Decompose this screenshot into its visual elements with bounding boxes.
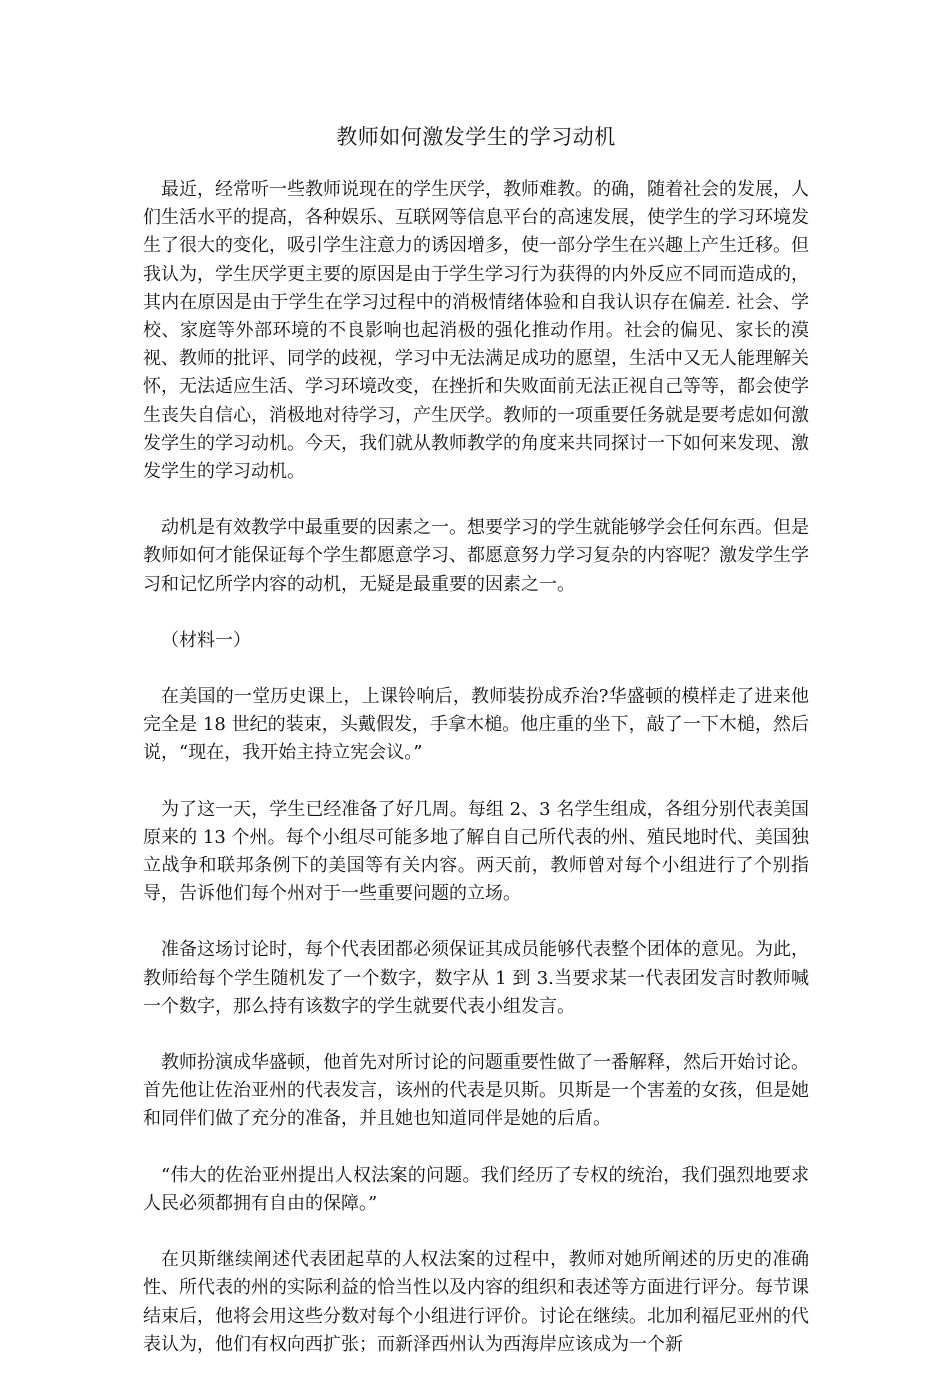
paragraph-delegation: 准备这场讨论时，每个代表团都必须保证其成员能够代表整个团体的意见。为此，教师给每个学生随机发了一个数字，数字从 1 到 3.当要求某一代表团发言时教师喊一个数字，那么持有该数字的学生就要代表小组发言。	[143, 939, 809, 1017]
paragraph-evaluation: 在贝斯继续阐述代表团起草的人权法案的过程中，教师对她所阐述的历史的准确性、所代表的州的实际利益的恰当性以及内容的组织和表述等方面进行评分。每节课结束后，他将会用这些分数对每个小组进行评价。讨论在继续。北加利福尼亚州的代表认为，他们有权向西扩张；而新泽西州认为西海岸应该成为一个新	[143, 1249, 809, 1355]
paragraph-preparation: 为了这一天，学生已经准备了好几周。每组 2、3 名学生组成，各组分别代表美国原来的 13 个州。每个小组尽可能多地了解自自己所代表的州、殖民地时代、美国独立战争和联邦条例下的美国等有关内容。两天前，教师曾对每个小组进行了个别指导，告诉他们每个州对于一些重要问题的立场。	[143, 798, 809, 905]
document-title: 教师如何激发学生的学习动机	[336, 125, 616, 149]
document-page	[143, 120, 809, 1387]
paragraph-intro: 最近，经常听一些教师说现在的学生厌学，教师难教。的确，随着社会的发展，人们生活水平的提高，各种娱乐、互联网等信息平台的高速发展，使学生的学习环境发生了很大的变化，吸引学生注意力的诱因增多，使一部分学生在兴趣上产生迁移。但我认为，学生厌学更主要的原因是由于学生学习行为获得的内外反应不同而造成的，其内在原因是由于学生在学习过程中的消极情绪体验和自我认识存在偏差. 社会、学校、家庭等外部环境的不良影响也起消极的强化推动作用。社会的偏见、家长的漠视、教师的批评、同学的歧视，学习中无法满足成功的愿望，生活中又无人能理解关怀，无法适应生活、学习环境改变，在挫折和失败面前无法正视自己等等，都会使学生丧失自信心，消极地对待学习，产生厌学。教师的一项重要任务就是要考虑如何激发学生的学习动机。今天，我们就从教师教学的角度来共同探讨一下如何来发现、激发学生的学习动机。	[143, 179, 809, 483]
paragraph-washington: 教师扮演成华盛顿，他首先对所讨论的问题重要性做了一番解释，然后开始讨论。首先他让佐治亚州的代表发言，该州的代表是贝斯。贝斯是一个害羞的女孩，但是她和同伴们做了充分的准备，并且她也知道同伴是她的后盾。	[143, 1052, 809, 1130]
paragraph-motivation: 动机是有效教学中最重要的因素之一。想要学习的学生就能够学会任何东西。但是教师如何才能保证每个学生都愿意学习、都愿意努力学习复杂的内容呢？激发学生学习和记忆所学内容的动机，无疑是最重要的因素之一。	[143, 517, 809, 595]
material-label: （材料一）	[161, 629, 251, 651]
paragraph-history-class: 在美国的一堂历史课上，上课铃响后，教师装扮成乔治?华盛顿的模样走了进来他完全是 18 世纪的装束，头戴假发，手拿木槌。他庄重的坐下，敲了一下木槌，然后说，“现在，我开始主持立宪会议。”	[143, 686, 809, 764]
paragraph-quote: “伟大的佐治亚州提出人权法案的问题。我们经历了专权的统治，我们强烈地要求人民必须都拥有自由的保障。”	[143, 1164, 809, 1214]
